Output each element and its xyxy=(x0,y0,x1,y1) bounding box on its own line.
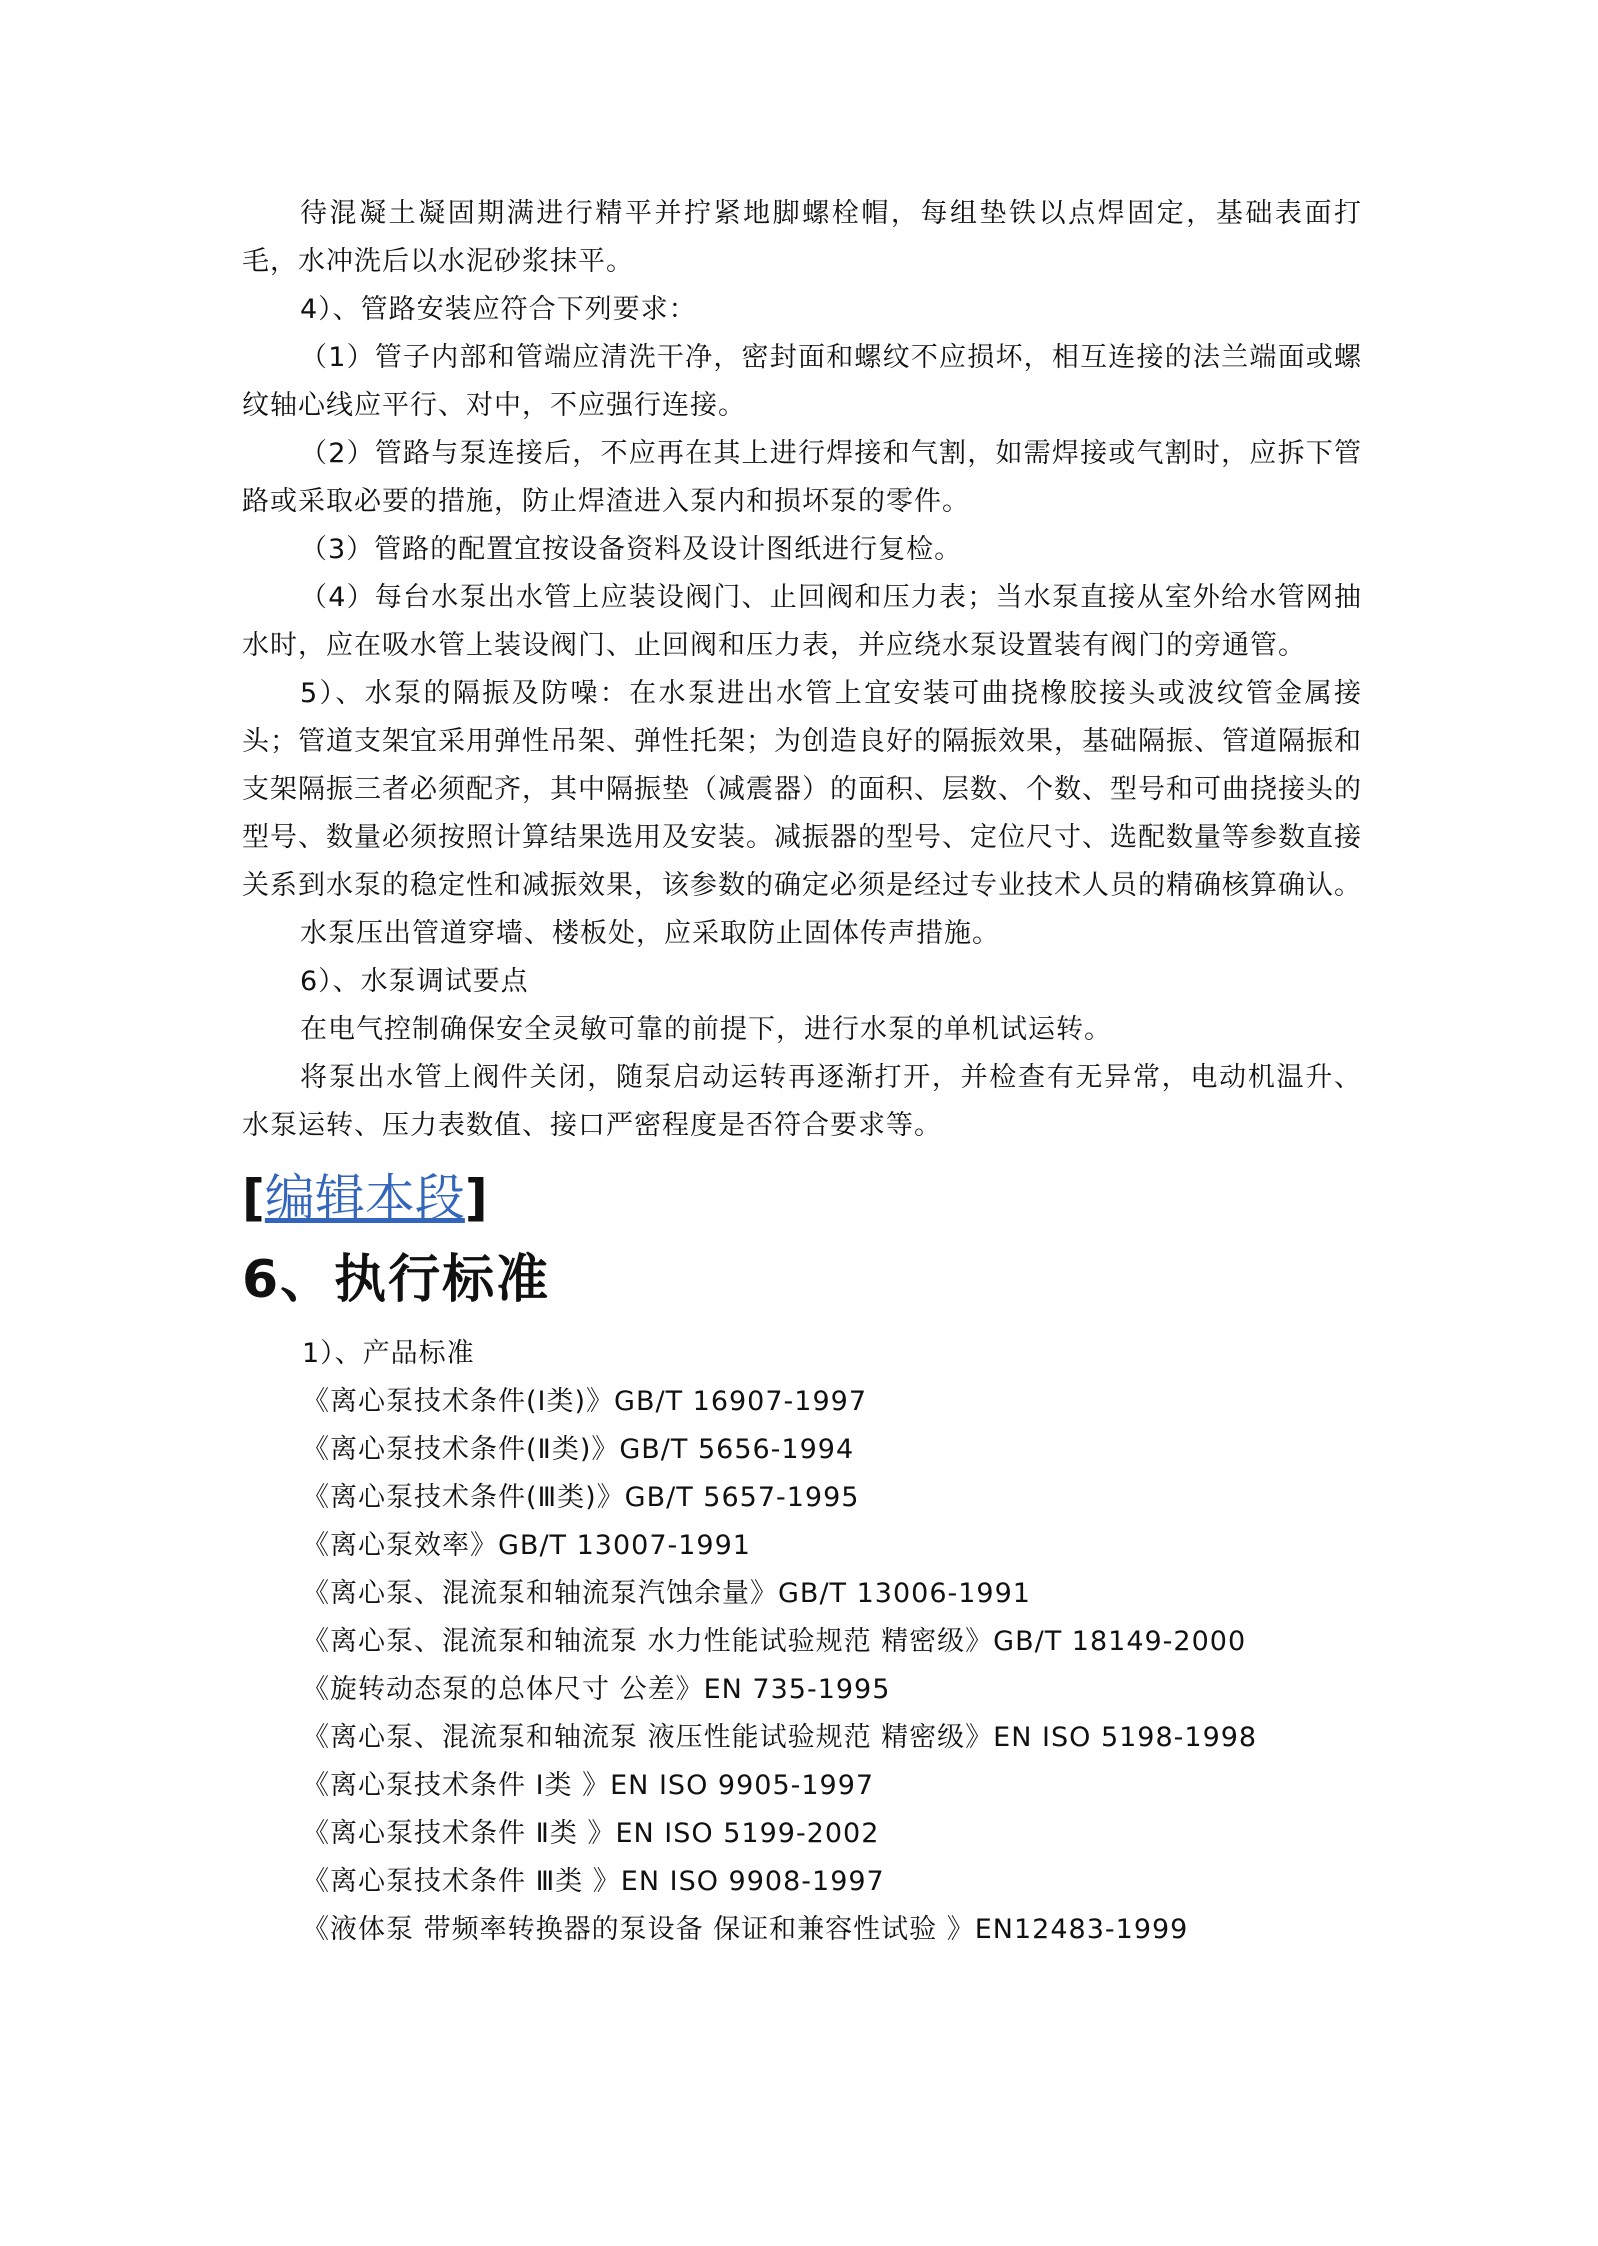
edit-open-bracket: [ xyxy=(242,1169,265,1227)
paragraph-pipe-cleaning: （1）管子内部和管端应清洗干净，密封面和螺纹不应损坏，相互连接的法兰端面或螺纹轴心线应平行、对中，不应强行连接。 xyxy=(242,342,1362,421)
list-item: 《离心泵、混流泵和轴流泵 液压性能试验规范 精密级》EN ISO 5198-1998 xyxy=(302,1722,1258,1753)
list-item: 《离心泵技术条件(Ⅲ类)》GB/T 5657-1995 xyxy=(302,1482,860,1513)
paragraph-valve-opening: 将泵出水管上阀件关闭，随泵启动运转再逐渐打开，并检查有无异常，电动机温升、水泵运转、压力表数值、接口严密程度是否符合要求等。 xyxy=(242,1062,1362,1141)
standards-list xyxy=(242,1330,1362,1954)
paragraph-commissioning-heading: 6）、水泵调试要点 xyxy=(300,966,529,997)
list-item: 《离心泵技术条件(Ⅱ类)》GB/T 5656-1994 xyxy=(302,1434,855,1465)
paragraph-grouting: 待混凝土凝固期满进行精平并拧紧地脚螺栓帽，每组垫铁以点焊固定，基础表面打毛，水冲洗后以水泥砂浆抹平。 xyxy=(242,198,1362,277)
list-item: 《离心泵技术条件 Ⅲ类 》EN ISO 9908-1997 xyxy=(302,1866,885,1897)
paragraph-vibration: 5）、水泵的隔振及防噪：在水泵进出水管上宜安装可曲挠橡胶接头或波纹管金属接头；管道支架宜采用弹性吊架、弹性托架；为创造良好的隔振效果，基础隔振、管道隔振和支架隔振三者必须配齐，其中隔振垫（减震器）的面积、层数、个数、型号和可曲挠接头的型号、数量必须按照计算结果选用及安装。减振器的型号、定位尺寸、选配数量等参数直接关系到水泵的稳定性和减振效果，该参数的确定必须是经过专业技术人员的精确核算确认。 xyxy=(242,678,1362,901)
list-item: 《液体泵 带频率转换器的泵设备 保证和兼容性试验 》EN12483-1999 xyxy=(302,1914,1189,1945)
edit-close-bracket: ] xyxy=(464,1169,488,1227)
paragraph-valves: （4）每台水泵出水管上应装设阀门、止回阀和压力表；当水泵直接从室外给水管网抽水时，应在吸水管上装设阀门、止回阀和压力表，并应绕水泵设置装有阀门的旁通管。 xyxy=(242,582,1362,661)
list-item: 《离心泵技术条件 Ⅱ类 》EN ISO 5199-2002 xyxy=(302,1818,880,1849)
standards-subheading: 1）、产品标准 xyxy=(302,1338,475,1369)
list-item: 《离心泵效率》GB/T 13007-1991 xyxy=(302,1530,751,1561)
list-item: 《离心泵技术条件(Ⅰ类)》GB/T 16907-1997 xyxy=(302,1386,867,1417)
section-title: 6、执行标准 xyxy=(242,1250,551,1310)
list-item: 《离心泵技术条件 Ⅰ类 》EN ISO 9905-1997 xyxy=(302,1770,875,1801)
document-page xyxy=(242,190,1362,1954)
list-item: 《离心泵、混流泵和轴流泵汽蚀余量》GB/T 13006-1991 xyxy=(302,1578,1031,1609)
list-item: 《离心泵、混流泵和轴流泵 水力性能试验规范 精密级》GB/T 18149-2000 xyxy=(302,1626,1247,1657)
paragraph-wall-penetration: 水泵压出管道穿墙、楼板处，应采取防止固体传声措施。 xyxy=(300,918,1000,949)
edit-section-link[interactable]: 编辑本段 xyxy=(264,1169,465,1227)
paragraph-pipe-config: （3）管路的配置宜按设备资料及设计图纸进行复检。 xyxy=(300,534,963,565)
paragraph-trial-run: 在电气控制确保安全灵敏可靠的前提下，进行水泵的单机试运转。 xyxy=(300,1014,1112,1045)
list-item: 《旋转动态泵的总体尺寸 公差》EN 735-1995 xyxy=(302,1674,891,1705)
edit-section-line xyxy=(242,1164,1362,1232)
paragraph-pipe-requirements-heading: 4）、管路安装应符合下列要求： xyxy=(300,294,697,325)
paragraph-pipe-welding: （2）管路与泵连接后，不应再在其上进行焊接和气割，如需焊接或气割时，应拆下管路或采取必要的措施，防止焊渣进入泵内和损坏泵的零件。 xyxy=(242,438,1362,517)
